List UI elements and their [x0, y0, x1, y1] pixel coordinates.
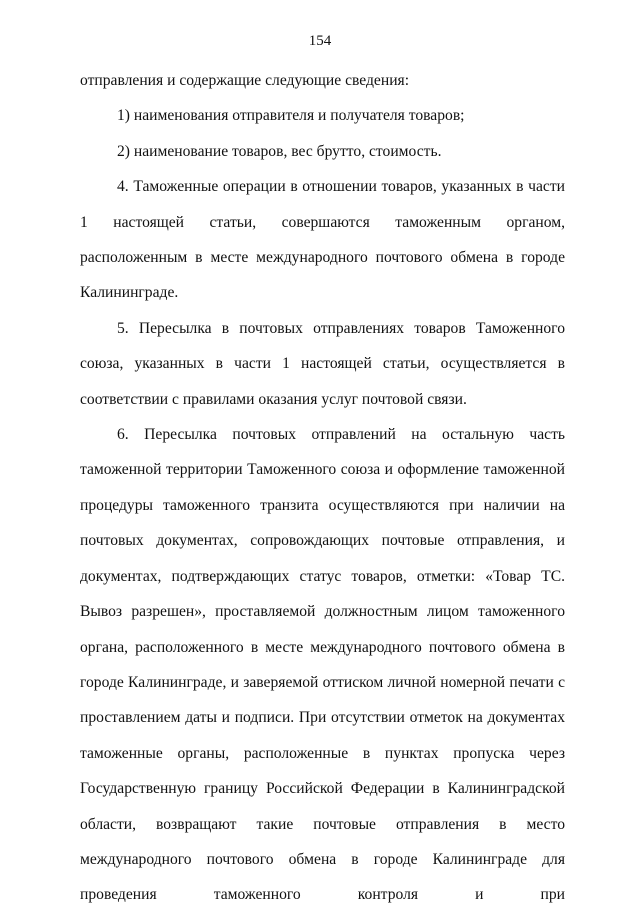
list-item-2: 2) наименование товаров, вес брутто, стоимость.	[117, 142, 442, 160]
list-item-1: 1) наименования отправителя и получателя товаров;	[117, 107, 465, 125]
paragraph-part-5: 5. Пересылка в почтовых отправлениях товаров Таможенного союза, указанных в части 1 настоящей статьи, осуществляется в соответствии с правилами оказания услуг почтовой связи.	[80, 319, 565, 408]
page-number: 154	[308, 33, 332, 49]
document-body	[80, 63, 565, 913]
paragraph-continuation: отправления и содержащие следующие сведения:	[80, 72, 410, 89]
paragraph-part-4: 4. Таможенные операции в отношении товаров, указанных в части 1 настоящей статьи, совершаются таможенным органом, расположенным в месте международного почтового обмена в городе Калининграде.	[80, 178, 565, 302]
paragraph-part-6: 6. Пересылка почтовых отправлений на остальную часть таможенной территории Таможенного союза и оформление таможенной процедуры таможенного транзита осуществляются при наличии на почтовых документах, сопровождающих почтовые отправления, и документах, подтверждающих статус товаров, отметки: «Товар ТС. Вывоз разрешен», проставляемой должностным лицом таможенного органа, расположенного в месте международного почтового обмена в городе Калининграде, и заверяемой оттиском личной номерной печати с проставлением даты и подписи. При отсутствии отметок на документах таможенные органы, расположенные в пунктах пропуска через Государственную границу Российской Федерации в Калининградской области, возвращают такие почтовые отправления в место международного почтового обмена в городе Калининграде для проведения таможенного контроля и при	[80, 426, 565, 904]
